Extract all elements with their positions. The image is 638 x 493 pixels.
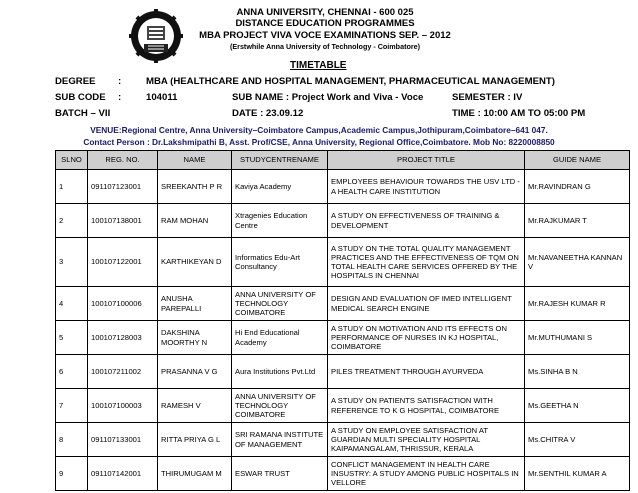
- cell-study-centre: Hi End Educational Academy: [232, 321, 328, 355]
- batch: BATCH – VII: [55, 108, 111, 119]
- cell-study-centre: Informatics Edu-Art Consultancy: [232, 238, 328, 287]
- cell-slno: 6: [56, 355, 88, 389]
- table-row: [56, 457, 630, 491]
- cell-study-centre: Kaviya Academy: [232, 170, 328, 204]
- cell-regno: 100107100006: [88, 287, 158, 321]
- cell-guide-name: Mr.RAJESH KUMAR R: [525, 287, 630, 321]
- cell-slno: 7: [56, 389, 88, 423]
- university-emblem-logo: [128, 8, 184, 64]
- cell-name: DAKSHINA MOORTHY N: [158, 321, 232, 355]
- table-header-row: [56, 151, 630, 170]
- cell-project-title: CONFLICT MANAGEMENT IN HEALTH CARE INSUSTRY: A STUDY AMONG PUBLIC HOSPITALS IN VELLORE: [328, 457, 525, 491]
- cell-name: THIRUMUGAM M: [158, 457, 232, 491]
- cell-slno: 9: [56, 457, 88, 491]
- cell-study-centre: SRI RAMANA INSTITUTE OF MANAGEMENT: [232, 423, 328, 457]
- col-header-study-centre: STUDYCENTRENAME: [232, 151, 328, 170]
- degree-value: MBA (HEALTHCARE AND HOSPITAL MANAGEMENT, PHARMACEUTICAL MANAGEMENT): [146, 76, 555, 87]
- cell-name: RAM MOHAN: [158, 204, 232, 238]
- cell-name: RAMESH V: [158, 389, 232, 423]
- cell-project-title: EMPLOYEES BEHAVIOUR TOWARDS THE USV LTD - A HEALTH CARE INSTITUTION: [328, 170, 525, 204]
- cell-project-title: A STUDY ON THE TOTAL QUALITY MANAGEMENT PRACTICES AND THE EFFECTIVENESS OF TQM ON TOTAL HEALTH CARE SERVICES OFFERED BY THE HOSPITALS IN CHENNAI: [328, 238, 525, 287]
- cell-name: ANUSHA PAREPALLI: [158, 287, 232, 321]
- cell-project-title: DESIGN AND EVALUATION OF IMED INTELLIGENT MEDICAL SEARCH ENGINE: [328, 287, 525, 321]
- cell-guide-name: Mr.RAVINDRAN G: [525, 170, 630, 204]
- col-header-guide-name: GUIDE NAME: [525, 151, 630, 170]
- cell-slno: 5: [56, 321, 88, 355]
- erstwhile-note: (Erstwhile Anna University of Technology - Coimbatore): [229, 42, 421, 51]
- subcode-value: 104011: [146, 92, 178, 103]
- cell-slno: 4: [56, 287, 88, 321]
- contact-line: Contact Person : Dr.Lakshmipathi B, Asst. Prof/CSE, Anna University, Regional Office,Coimbatore. Mob No: 8220008850: [83, 137, 555, 147]
- col-header-project-title: PROJECT TITLE: [328, 151, 525, 170]
- degree-label: DEGREE: [55, 76, 96, 87]
- cell-guide-name: Ms.CHITRA V: [525, 423, 630, 457]
- cell-guide-name: Mr.RAJKUMAR T: [525, 204, 630, 238]
- cell-regno: 100107100003: [88, 389, 158, 423]
- cell-study-centre: Aura Institutions Pvt.Ltd: [232, 355, 328, 389]
- table-row: [56, 321, 630, 355]
- timetable-heading: TIMETABLE: [290, 60, 347, 71]
- cell-project-title: A STUDY ON MOTIVATION AND ITS EFFECTS ON PERFORMANCE OF NURSES IN KJ HOSPITAL, COIMBATORE: [328, 321, 525, 355]
- subcode-colon: :: [118, 92, 122, 103]
- subject-name: SUB NAME : Project Work and Viva - Voce: [232, 92, 424, 103]
- cell-guide-name: Ms.GEETHA N: [525, 389, 630, 423]
- cell-project-title: A STUDY ON EFFECTIVENESS OF TRAINING & DEVELOPMENT: [328, 204, 525, 238]
- cell-regno: 091107142001: [88, 457, 158, 491]
- cell-slno: 8: [56, 423, 88, 457]
- cell-guide-name: Mr.NAVANEETHA KANNAN V: [525, 238, 630, 287]
- table-row: [56, 355, 630, 389]
- cell-project-title: A STUDY ON EMPLOYEE SATISFACTION AT GUARDIAN MULTI SPECIALITY HOSPITAL KAIPAMANGALAM, THRISSUR, KERALA: [328, 423, 525, 457]
- cell-regno: 100107211002: [88, 355, 158, 389]
- degree-colon: :: [118, 76, 122, 87]
- cell-study-centre: ANNA UNIVERSITY OF TECHNOLOGY COIMBATORE: [232, 287, 328, 321]
- cell-slno: 2: [56, 204, 88, 238]
- venue-line: VENUE:Regional Centre, Anna University–Coimbatore Campus,Academic Campus,Jothipuram,Coimbatore–641 047.: [90, 125, 548, 135]
- table-row: [56, 238, 630, 287]
- cell-regno: 091107133001: [88, 423, 158, 457]
- cell-regno: 100107128003: [88, 321, 158, 355]
- col-header-regno: REG. NO.: [88, 151, 158, 170]
- cell-regno: 100107122001: [88, 238, 158, 287]
- subcode-label: SUB CODE: [55, 92, 106, 103]
- col-header-slno: SLNO: [56, 151, 88, 170]
- cell-regno: 091107123001: [88, 170, 158, 204]
- cell-study-centre: Xtragenies Education Centre: [232, 204, 328, 238]
- table-row: [56, 287, 630, 321]
- table-row: [56, 170, 630, 204]
- cell-slno: 3: [56, 238, 88, 287]
- cell-name: RITTA PRIYA G L: [158, 423, 232, 457]
- cell-project-title: PILES TREATMENT THROUGH AYURVEDA: [328, 355, 525, 389]
- exam-title: MBA PROJECT VIVA VOCE EXAMINATIONS SEP. – 2012: [199, 30, 451, 41]
- cell-guide-name: Mr.MUTHUMANI S: [525, 321, 630, 355]
- cell-name: KARTHIKEYAN D: [158, 238, 232, 287]
- cell-slno: 1: [56, 170, 88, 204]
- semester: SEMESTER : IV: [452, 92, 523, 103]
- university-title: ANNA UNIVERSITY, CHENNAI - 600 025: [236, 7, 414, 18]
- cell-name: PRASANNA V G: [158, 355, 232, 389]
- cell-project-title: A STUDY ON PATIENTS SATISFACTION WITH REFERENCE TO K G HOSPITAL, COIMBATORE: [328, 389, 525, 423]
- cell-study-centre: ANNA UNIVERSITY OF TECHNOLOGY COIMBATORE: [232, 389, 328, 423]
- cell-name: SREEKANTH P R: [158, 170, 232, 204]
- cell-regno: 100107138001: [88, 204, 158, 238]
- cell-guide-name: Ms.SINHA B N: [525, 355, 630, 389]
- table-row: [56, 389, 630, 423]
- exam-date: DATE : 23.09.12: [232, 108, 304, 119]
- col-header-name: NAME: [158, 151, 232, 170]
- programme-title: DISTANCE EDUCATION PROGRAMMES: [235, 18, 415, 29]
- cell-study-centre: ESWAR TRUST: [232, 457, 328, 491]
- table-row: [56, 204, 630, 238]
- exam-time: TIME : 10:00 AM TO 05:00 PM: [452, 108, 586, 119]
- cell-guide-name: Mr.SENTHIL KUMAR A: [525, 457, 630, 491]
- table-row: [56, 423, 630, 457]
- timetable-table: [55, 150, 630, 491]
